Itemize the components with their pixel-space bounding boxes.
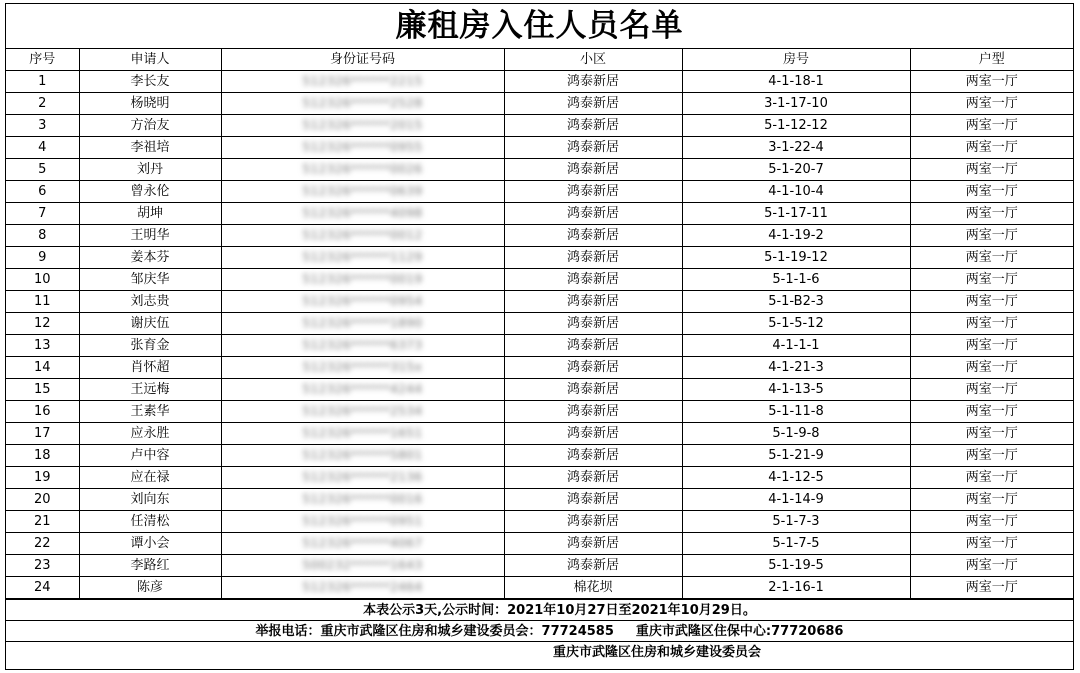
cell-id-number (221, 291, 504, 313)
cell-room: 4-1-10-4 (682, 181, 910, 203)
cell-room: 2-1-16-1 (682, 577, 910, 599)
cell-id-number (221, 533, 504, 555)
cell-unit-type: 两室一厅 (910, 203, 1073, 225)
cell-room: 4-1-1-1 (682, 335, 910, 357)
cell-unit-type: 两室一厅 (910, 71, 1073, 93)
cell-applicant: 曾永伦 (79, 181, 221, 203)
cell-unit-type: 两室一厅 (910, 137, 1073, 159)
hotline-housing-center: 重庆市武隆区住保中心:77720686 (635, 624, 844, 639)
table-body (6, 71, 1073, 599)
table-row (6, 379, 1073, 401)
redacted-id-number: 512326******0012 (302, 228, 423, 242)
cell-unit-type: 两室一厅 (910, 489, 1073, 511)
cell-estate: 鸿泰新居 (504, 71, 682, 93)
cell-applicant: 刘向东 (79, 489, 221, 511)
cell-unit-type: 两室一厅 (910, 291, 1073, 313)
cell-id-number (221, 357, 504, 379)
cell-id-number (221, 137, 504, 159)
cell-room: 5-1-21-9 (682, 445, 910, 467)
cell-room: 4-1-19-2 (682, 225, 910, 247)
cell-no: 14 (6, 357, 79, 379)
cell-estate: 鸿泰新居 (504, 93, 682, 115)
cell-room: 3-1-22-4 (682, 137, 910, 159)
page-title: 廉租房入住人员名单 (6, 4, 1073, 49)
redacted-id-number: 512326******1890 (302, 316, 423, 330)
cell-room: 3-1-17-10 (682, 93, 910, 115)
cell-room: 5-1-5-12 (682, 313, 910, 335)
table-row (6, 269, 1073, 291)
cell-room: 5-1-12-12 (682, 115, 910, 137)
cell-estate: 鸿泰新居 (504, 489, 682, 511)
cell-estate: 鸿泰新居 (504, 181, 682, 203)
cell-estate: 鸿泰新居 (504, 247, 682, 269)
cell-applicant: 谭小会 (79, 533, 221, 555)
cell-no: 24 (6, 577, 79, 599)
cell-applicant: 应永胜 (79, 423, 221, 445)
cell-id-number (221, 511, 504, 533)
redacted-id-number: 512326******1651 (302, 426, 423, 440)
cell-room: 5-1-7-3 (682, 511, 910, 533)
cell-no: 5 (6, 159, 79, 181)
cell-id-number (221, 467, 504, 489)
cell-estate: 鸿泰新居 (504, 269, 682, 291)
cell-unit-type: 两室一厅 (910, 511, 1073, 533)
report-hotline (6, 620, 1073, 641)
redacted-id-number: 512326******2136 (302, 470, 423, 484)
cell-estate: 鸿泰新居 (504, 137, 682, 159)
cell-no: 23 (6, 555, 79, 577)
cell-estate: 鸿泰新居 (504, 115, 682, 137)
cell-estate: 鸿泰新居 (504, 401, 682, 423)
cell-id-number (221, 555, 504, 577)
cell-id-number (221, 203, 504, 225)
redacted-id-number: 512326******2528 (302, 96, 423, 110)
cell-no: 4 (6, 137, 79, 159)
table-row (6, 159, 1073, 181)
cell-room: 5-1-11-8 (682, 401, 910, 423)
cell-estate: 鸿泰新居 (504, 225, 682, 247)
cell-estate: 鸿泰新居 (504, 445, 682, 467)
cell-no: 12 (6, 313, 79, 335)
cell-applicant: 杨晓明 (79, 93, 221, 115)
table-row (6, 181, 1073, 203)
column-header-room: 房号 (682, 49, 910, 71)
redacted-id-number: 512326******2015 (302, 118, 423, 132)
cell-estate: 鸿泰新居 (504, 423, 682, 445)
cell-applicant: 李路红 (79, 555, 221, 577)
table-row (6, 291, 1073, 313)
cell-no: 2 (6, 93, 79, 115)
cell-applicant: 应在禄 (79, 467, 221, 489)
table-row (6, 445, 1073, 467)
cell-unit-type: 两室一厅 (910, 423, 1073, 445)
cell-unit-type: 两室一厅 (910, 577, 1073, 599)
cell-id-number (221, 181, 504, 203)
cell-no: 17 (6, 423, 79, 445)
cell-no: 3 (6, 115, 79, 137)
redacted-id-number: 512326******315x (302, 360, 423, 374)
table-row (6, 489, 1073, 511)
cell-unit-type: 两室一厅 (910, 181, 1073, 203)
redacted-id-number: 500232******1643 (302, 558, 423, 572)
cell-room: 5-1-7-5 (682, 533, 910, 555)
cell-estate: 棉花坝 (504, 577, 682, 599)
cell-unit-type: 两室一厅 (910, 247, 1073, 269)
cell-unit-type: 两室一厅 (910, 115, 1073, 137)
redacted-id-number: 512326******4098 (302, 206, 423, 220)
cell-unit-type: 两室一厅 (910, 313, 1073, 335)
cell-no: 9 (6, 247, 79, 269)
cell-id-number (221, 159, 504, 181)
cell-applicant: 肖怀超 (79, 357, 221, 379)
cell-unit-type: 两室一厅 (910, 379, 1073, 401)
redacted-id-number: 512326******4244 (302, 382, 423, 396)
cell-unit-type: 两室一厅 (910, 357, 1073, 379)
cell-room: 5-1-20-7 (682, 159, 910, 181)
table-row (6, 335, 1073, 357)
cell-room: 4-1-13-5 (682, 379, 910, 401)
cell-estate: 鸿泰新居 (504, 335, 682, 357)
cell-estate: 鸿泰新居 (504, 291, 682, 313)
redacted-id-number: 512326******4067 (302, 536, 423, 550)
table-row (6, 137, 1073, 159)
table-row (6, 115, 1073, 137)
table-row (6, 511, 1073, 533)
cell-room: 5-1-9-8 (682, 423, 910, 445)
table-row (6, 401, 1073, 423)
cell-estate: 鸿泰新居 (504, 313, 682, 335)
cell-no: 7 (6, 203, 79, 225)
cell-room: 4-1-14-9 (682, 489, 910, 511)
cell-applicant: 胡坤 (79, 203, 221, 225)
residents-table (6, 49, 1073, 599)
redacted-id-number: 512326******0026 (302, 162, 423, 176)
cell-applicant: 王素华 (79, 401, 221, 423)
cell-unit-type: 两室一厅 (910, 467, 1073, 489)
cell-no: 13 (6, 335, 79, 357)
cell-no: 18 (6, 445, 79, 467)
cell-applicant: 卢中容 (79, 445, 221, 467)
redacted-id-number: 512326******0954 (302, 294, 423, 308)
cell-id-number (221, 115, 504, 137)
table-row (6, 577, 1073, 599)
column-header-applicant: 申请人 (79, 49, 221, 71)
cell-room: 5-1-19-12 (682, 247, 910, 269)
table-row (6, 555, 1073, 577)
cell-room: 4-1-12-5 (682, 467, 910, 489)
cell-estate: 鸿泰新居 (504, 203, 682, 225)
redacted-id-number: 512326******5801 (302, 448, 423, 462)
redacted-id-number: 512326******0951 (302, 514, 423, 528)
cell-applicant: 陈彦 (79, 577, 221, 599)
redacted-id-number: 512326******0639 (302, 184, 423, 198)
table-row (6, 313, 1073, 335)
table-row (6, 423, 1073, 445)
publicity-notice: 本表公示3天,公示时间：2021年10月27日至2021年10月29日。 (6, 599, 1073, 620)
redacted-id-number: 512326******2215 (302, 74, 423, 88)
cell-applicant: 王远梅 (79, 379, 221, 401)
redacted-id-number: 512326******0016 (302, 492, 423, 506)
redacted-id-number: 512326******2534 (302, 404, 423, 418)
cell-no: 1 (6, 71, 79, 93)
redacted-id-number: 512326******0955 (302, 140, 423, 154)
column-header-estate: 小区 (504, 49, 682, 71)
cell-estate: 鸿泰新居 (504, 511, 682, 533)
cell-unit-type: 两室一厅 (910, 269, 1073, 291)
redacted-id-number: 512326******0019 (302, 272, 423, 286)
cell-unit-type: 两室一厅 (910, 93, 1073, 115)
redacted-id-number: 512326******6373 (302, 338, 423, 352)
column-header-no: 序号 (6, 49, 79, 71)
cell-unit-type: 两室一厅 (910, 555, 1073, 577)
cell-id-number (221, 93, 504, 115)
cell-estate: 鸿泰新居 (504, 379, 682, 401)
table-row (6, 225, 1073, 247)
cell-estate: 鸿泰新居 (504, 357, 682, 379)
column-header-unit-type: 户型 (910, 49, 1073, 71)
cell-no: 16 (6, 401, 79, 423)
hotline-label: 举报电话： (255, 624, 321, 639)
cell-id-number (221, 247, 504, 269)
cell-id-number (221, 335, 504, 357)
cell-estate: 鸿泰新居 (504, 533, 682, 555)
table-row (6, 247, 1073, 269)
cell-id-number (221, 423, 504, 445)
cell-unit-type: 两室一厅 (910, 401, 1073, 423)
cell-applicant: 姜本芬 (79, 247, 221, 269)
cell-estate: 鸿泰新居 (504, 159, 682, 181)
cell-unit-type: 两室一厅 (910, 225, 1073, 247)
cell-unit-type: 两室一厅 (910, 335, 1073, 357)
issuer-signature: 重庆市武隆区住房和城乡建设委员会 (6, 641, 1073, 662)
cell-no: 6 (6, 181, 79, 203)
table-row (6, 467, 1073, 489)
cell-applicant: 刘志贵 (79, 291, 221, 313)
cell-room: 5-1-19-5 (682, 555, 910, 577)
cell-id-number (221, 489, 504, 511)
cell-applicant: 李长友 (79, 71, 221, 93)
cell-unit-type: 两室一厅 (910, 159, 1073, 181)
hotline-housing-committee: 重庆市武隆区住房和城乡建设委员会：77724585 (320, 624, 614, 639)
cell-room: 4-1-18-1 (682, 71, 910, 93)
cell-applicant: 谢庆伍 (79, 313, 221, 335)
cell-unit-type: 两室一厅 (910, 533, 1073, 555)
table-row (6, 357, 1073, 379)
cell-id-number (221, 313, 504, 335)
cell-no: 10 (6, 269, 79, 291)
cell-id-number (221, 71, 504, 93)
cell-unit-type: 两室一厅 (910, 445, 1073, 467)
cell-no: 20 (6, 489, 79, 511)
cell-applicant: 王明华 (79, 225, 221, 247)
cell-id-number (221, 225, 504, 247)
table-header-row (6, 49, 1073, 71)
cell-no: 8 (6, 225, 79, 247)
cell-applicant: 方治友 (79, 115, 221, 137)
cell-applicant: 李祖培 (79, 137, 221, 159)
cell-id-number (221, 269, 504, 291)
cell-room: 5-1-1-6 (682, 269, 910, 291)
redacted-id-number: 512326******1129 (302, 250, 423, 264)
cell-applicant: 刘丹 (79, 159, 221, 181)
cell-room: 4-1-21-3 (682, 357, 910, 379)
cell-id-number (221, 577, 504, 599)
cell-no: 11 (6, 291, 79, 313)
table-row (6, 203, 1073, 225)
document-sheet (5, 3, 1074, 670)
redacted-id-number: 512326******2464 (302, 580, 423, 594)
table-row (6, 533, 1073, 555)
cell-room: 5-1-B2-3 (682, 291, 910, 313)
cell-no: 21 (6, 511, 79, 533)
cell-applicant: 邹庆华 (79, 269, 221, 291)
table-row (6, 93, 1073, 115)
cell-no: 19 (6, 467, 79, 489)
cell-id-number (221, 379, 504, 401)
cell-room: 5-1-17-11 (682, 203, 910, 225)
cell-id-number (221, 445, 504, 467)
cell-applicant: 张育金 (79, 335, 221, 357)
cell-no: 22 (6, 533, 79, 555)
cell-applicant: 任清松 (79, 511, 221, 533)
table-row (6, 71, 1073, 93)
column-header-id-number: 身份证号码 (221, 49, 504, 71)
cell-estate: 鸿泰新居 (504, 555, 682, 577)
cell-id-number (221, 401, 504, 423)
cell-no: 15 (6, 379, 79, 401)
cell-estate: 鸿泰新居 (504, 467, 682, 489)
